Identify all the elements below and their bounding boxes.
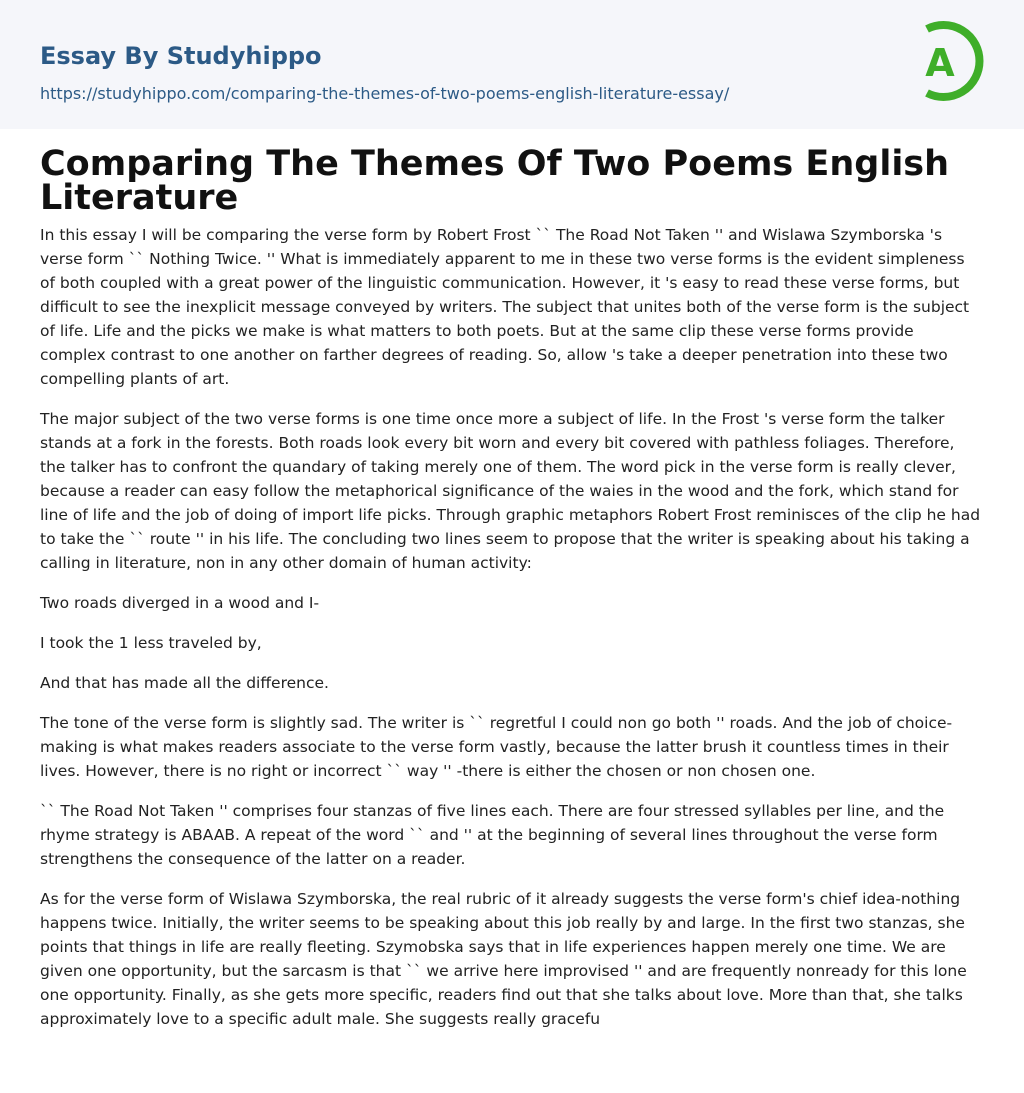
poem-line: I took the 1 less traveled by, <box>40 634 262 652</box>
essay-body <box>40 223 984 1031</box>
poem-line: Two roads diverged in a wood and I- <box>40 594 320 612</box>
main-content <box>0 129 1024 1031</box>
essay-paragraph: In this essay I will be comparing the verse form by Robert Frost `` The Road Not Taken '' and Wislawa Szymborska 's verse form `` Nothing Twice. '' What is immediately apparent to me in these two verse forms is the evident simpleness of both coupled with a great power of the linguistic communication. However, it 's easy to read these verse forms, but difficult to see the inexplicit message conveyed by writers. The subject that unites both of the verse form is the subject of life. Life and the picks we make is what matters to both poets. But at the same clip these verse forms provide complex contrast to one another on farther degrees of reading. So, allow 's take a deeper penetration into these two compelling plants of art. <box>40 226 970 388</box>
essay-paragraph: The tone of the verse form is slightly sad. The writer is `` regretful I could non go both '' roads. And the job of choice-making is what makes readers associate to the verse form vastly, because the latter brush it countless times in their lives. However, there is no right or incorrect `` way '' -there is either the chosen or non chosen one. <box>40 714 953 780</box>
page-title: Comparing The Themes Of Two Poems English Literature <box>40 144 950 218</box>
studyhippo-logo-icon[interactable] <box>911 17 989 105</box>
essay-paragraph: As for the verse form of Wislawa Szymborska, the real rubric of it already suggests the verse form's chief idea-nothing happens twice. Initially, the writer seems to be speaking about this job really by and large. In the first two stanzas, she points that things in life are really fleeting. Szymobska says that in life experiences happen merely one time. We are given one opportunity, but the sarcasm is that `` we arrive here improvised '' and are frequently nonready for this lone one opportunity. Finally, as she gets more specific, readers find out that she talks about love. More than that, she talks approximately love to a specific adult male. She suggests really gracefu <box>40 890 967 1028</box>
site-header <box>0 0 1024 129</box>
poem-line: And that has made all the difference. <box>40 674 329 692</box>
site-title[interactable]: Essay By Studyhippo <box>40 42 322 70</box>
logo-letter: A <box>925 41 955 85</box>
essay-url-link[interactable]: https://studyhippo.com/comparing-the-themes-of-two-poems-english-literature-essay/ <box>40 84 730 103</box>
essay-paragraph: `` The Road Not Taken '' comprises four stanzas of five lines each. There are four stressed syllables per line, and the rhyme strategy is ABAAB. A repeat of the word `` and '' at the beginning of several lines throughout the verse form strengthens the consequence of the latter on a reader. <box>40 802 945 868</box>
essay-paragraph: The major subject of the two verse forms is one time once more a subject of life. In the Frost 's verse form the talker stands at a fork in the forests. Both roads look every bit worn and every bit covered with pathless foliages. Therefore, the talker has to confront the quandary of taking merely one of them. The word pick in the verse form is really clever, because a reader can easy follow the metaphorical significance of the waies in the wood and the fork, which stand for line of life and the job of doing of import life picks. Through graphic metaphors Robert Frost reminisces of the clip he had to take the `` route '' in his life. The concluding two lines seem to propose that the writer is speaking about his taking a calling in literature, non in any other domain of human activity: <box>40 410 981 572</box>
